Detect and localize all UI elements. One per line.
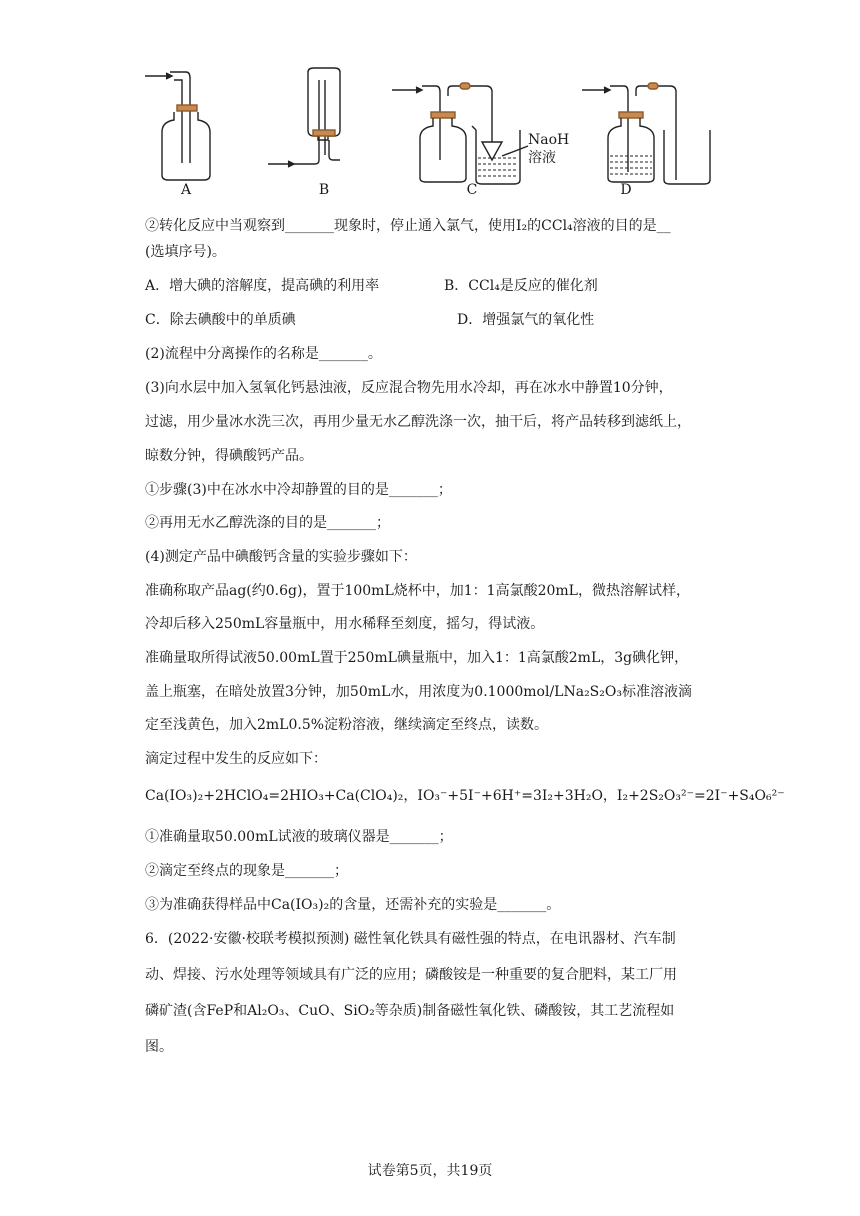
q6-line3: 磷矿渣(含FeP和Al₂O₃、CuO、SiO₂等杂质)制备磁性氧化铁、磷酸铵，其工艺流程如 xyxy=(145,1003,675,1019)
q-part4-sub1: ①准确量取50.00mL试液的玻璃仪器是_______； xyxy=(145,829,453,845)
q-part4-line1: 准确称取产品ag(约0.6g)，置于100mL烧杯中，加1：1高氯酸20mL，微热溶解试样， xyxy=(145,583,690,599)
q-part3-line2: 过滤，用少量冰水洗三次，再用少量无水乙醇洗涤一次，抽干后，将产品转移到滤纸上， xyxy=(145,414,691,430)
apparatus-b xyxy=(268,68,340,167)
apparatus-c xyxy=(392,83,528,184)
q-part4-line6: 滴定过程中发生的反应如下： xyxy=(145,751,327,767)
q2-line2: (选填序号)。 xyxy=(145,244,226,260)
q-part4-head: (4)测定产品中碘酸钙含量的实验步骤如下： xyxy=(145,549,417,565)
q-part3-sub1: ①步骤(3)中在冰水中冷却静置的目的是_______； xyxy=(145,482,452,498)
q-part4-line3: 准确量取所得试液50.00mL置于250mL碘量瓶中，加入1：1高氯酸2mL，3g碘化钾， xyxy=(145,650,689,666)
q-part4-line2: 冷却后移入250mL容量瓶中，用水稀释至刻度，摇匀，得试液。 xyxy=(145,616,545,632)
label-c: C xyxy=(466,182,478,198)
option-c: C．除去碘酸中的单质碘 xyxy=(145,312,296,328)
page-footer: 试卷第5页，共19页 xyxy=(367,1163,493,1179)
naoh-label: NaoH xyxy=(528,132,570,148)
q-part3-line3: 晾数分钟，得碘酸钙产品。 xyxy=(145,448,313,464)
q-part4-line4: 盖上瓶塞，在暗处放置3分钟，加50mL水，用浓度为0.1000mol/LNa₂S₂O₃标准溶液滴 xyxy=(145,684,692,700)
q2-line1: ②转化反应中当观察到_______现象时，停止通入氯气，使用I₂的CCl₄溶液的目的是__ xyxy=(145,218,671,234)
apparatus-figure xyxy=(130,60,730,200)
q-part3-sub2: ②再用无水乙醇洗涤的目的是_______； xyxy=(145,515,390,531)
q6-line4: 图。 xyxy=(145,1039,173,1055)
q6-line1: 6．(2022·安徽·校联考模拟预测) 磁性氧化铁具有磁性强的特点，在电讯器材、汽车制 xyxy=(145,931,676,947)
label-b: B xyxy=(318,182,330,198)
q-part4-line5: 定至浅黄色，加入2mL0.5%淀粉溶液，继续滴定至终点，读数。 xyxy=(145,717,549,733)
q6-line2: 动、焊接、污水处理等领域具有广泛的应用；磷酸铵是一种重要的复合肥料，某工厂用 xyxy=(145,967,677,983)
label-d: D xyxy=(620,182,632,198)
reaction-equations: Ca(IO₃)₂+2HClO₄=2HIO₃+Ca(ClO₄)₂，IO₃⁻+5I⁻+6H⁺=3I₂+3H₂O，I₂+2S₂O₃²⁻=2I⁻+S₄O₆²⁻ xyxy=(145,788,785,804)
label-a: A xyxy=(180,182,192,198)
option-a: A．增大碘的溶解度，提高碘的利用率 xyxy=(145,278,380,294)
apparatus-a xyxy=(145,72,210,180)
option-b: B．CCl₄是反应的催化剂 xyxy=(444,278,598,294)
solution-label: 溶液 xyxy=(528,150,556,166)
q-part4-sub2: ②滴定至终点的现象是_______； xyxy=(145,863,348,879)
q-part3-line1: (3)向水层中加入氢氧化钙悬浊液，反应混合物先用水冷却，再在冰水中静置10分钟， xyxy=(145,380,673,396)
apparatus-d xyxy=(582,83,710,184)
q-part4-sub3: ③为准确获得样品中Ca(IO₃)₂的含量，还需补充的实验是_______。 xyxy=(145,897,561,913)
q-part2: (2)流程中分离操作的名称是_______。 xyxy=(145,346,382,362)
option-d: D．增强氯气的氧化性 xyxy=(457,312,595,328)
